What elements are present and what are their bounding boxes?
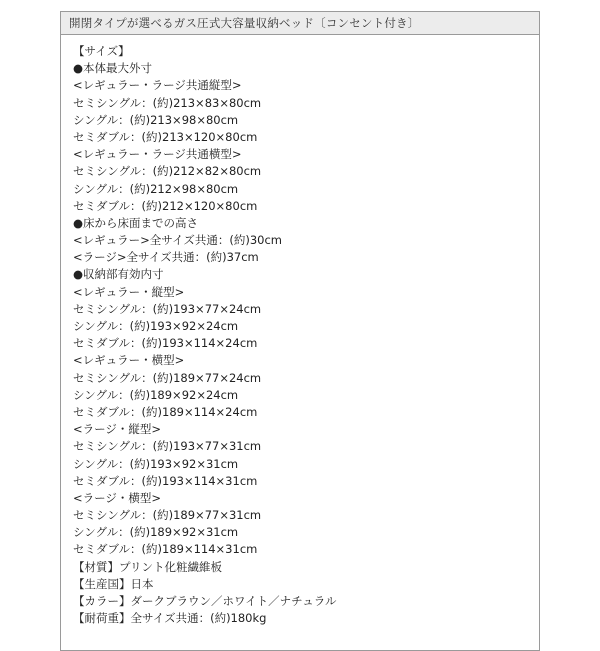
- spec-line: <レギュラー・横型>: [73, 353, 185, 368]
- spec-line: <レギュラー>全サイズ共通：(約)30cm: [73, 233, 282, 248]
- spec-line: <レギュラー・ラージ共通横型>: [73, 147, 242, 162]
- spec-line: シングル：(約)189×92×31cm: [73, 525, 239, 540]
- spec-line: <ラージ・横型>: [73, 490, 162, 505]
- spec-line: セミシングル：(約)212×82×80cm: [73, 164, 262, 179]
- spec-line: セミシングル：(約)189×77×31cm: [73, 508, 262, 523]
- spec-line-origin: 【生産国】日本: [73, 576, 154, 591]
- spec-line: セミシングル：(約)193×77×31cm: [73, 439, 262, 454]
- spec-line-color: 【カラー】ダークブラウン／ホワイト／ナチュラル: [73, 594, 337, 608]
- spec-line: ●本体最大外寸: [73, 61, 153, 76]
- spec-line: セミシングル：(約)213×83×80cm: [73, 95, 262, 110]
- spec-line: <レギュラー・縦型>: [73, 284, 185, 299]
- spec-line: セミダブル：(約)189×114×24cm: [73, 404, 258, 419]
- spec-line: シングル：(約)193×92×31cm: [73, 456, 239, 471]
- spec-line-size-heading: 【サイズ】: [73, 44, 130, 58]
- spec-line: <レギュラー・ラージ共通縦型>: [73, 78, 242, 93]
- spec-line: シングル：(約)189×92×24cm: [73, 387, 239, 402]
- spec-line: セミダブル：(約)193×114×31cm: [73, 473, 258, 488]
- panel-title: 開閉タイプが選べるガス圧式大容量収納ベッド〔コンセント付き〕: [61, 12, 539, 35]
- spec-list: [61, 35, 539, 627]
- spec-line: シングル：(約)193×92×24cm: [73, 319, 239, 333]
- spec-line: ●収納部有効内寸: [73, 267, 164, 282]
- spec-line-load: 【耐荷重】全サイズ共通：(約)180kg: [73, 611, 267, 626]
- spec-line: セミダブル：(約)212×120×80cm: [73, 198, 258, 213]
- spec-line: <ラージ>全サイズ共通：(約)37cm: [73, 250, 259, 265]
- spec-panel: [60, 11, 540, 651]
- spec-line: セミダブル：(約)189×114×31cm: [73, 542, 258, 557]
- spec-line: シングル：(約)213×98×80cm: [73, 112, 239, 127]
- spec-line-material: 【材質】プリント化粧繊維板: [73, 559, 223, 574]
- spec-line: <ラージ・縦型>: [73, 422, 162, 437]
- spec-line: セミダブル：(約)193×114×24cm: [73, 336, 258, 351]
- spec-line: セミシングル：(約)189×77×24cm: [73, 370, 262, 385]
- spec-line: ●床から床面までの高さ: [73, 215, 199, 230]
- spec-line: セミダブル：(約)213×120×80cm: [73, 129, 258, 144]
- spec-line: セミシングル：(約)193×77×24cm: [73, 301, 262, 316]
- spec-line: シングル：(約)212×98×80cm: [73, 181, 239, 196]
